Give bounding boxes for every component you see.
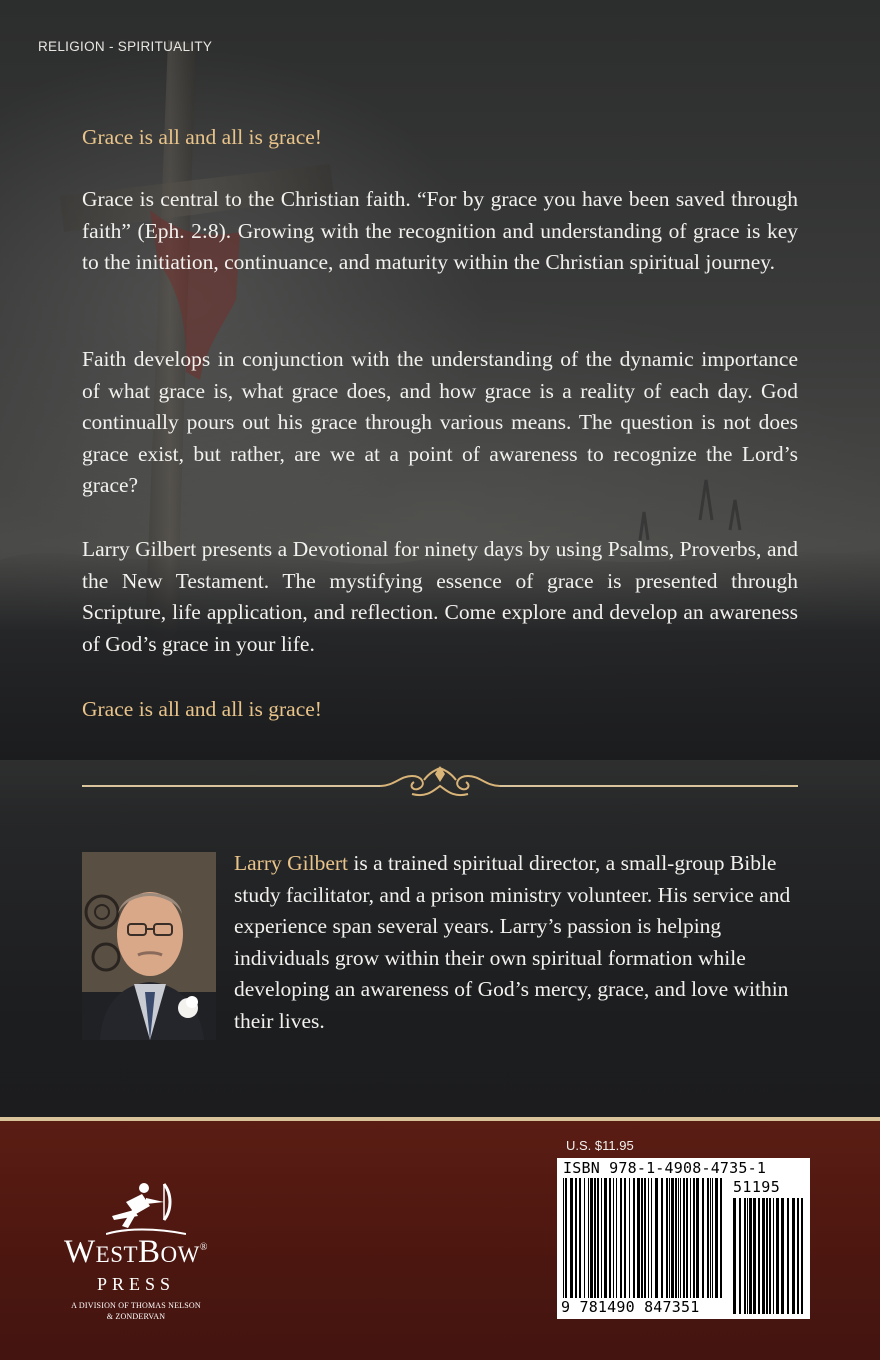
author-name: Larry Gilbert [234, 851, 349, 875]
barcode-bar [637, 1178, 640, 1298]
barcode-bar [690, 1178, 691, 1298]
publisher-sub: PRESS [96, 1274, 176, 1294]
barcode-bar [648, 1178, 649, 1298]
isbn-barcode [557, 1158, 810, 1319]
barcode-bar [651, 1178, 652, 1298]
author-bio [234, 848, 798, 1037]
barcode-bar [644, 1178, 646, 1298]
barcode-bar [597, 1178, 599, 1298]
paragraph-1: Grace is central to the Christian faith. “For by grace you have been saved through faith” (Eph. 2:8). Growing with the recognition and understanding of grace is key to the initiation, continuance, and maturity within the Christian spiritual journey. [82, 187, 798, 274]
barcode-bar [720, 1178, 722, 1298]
barcode-bar [624, 1178, 626, 1298]
brand-name: WestBow [64, 1234, 200, 1270]
publisher-division [36, 1300, 236, 1322]
supplement-bar [769, 1198, 771, 1314]
supplement-bar [758, 1198, 760, 1314]
barcode-bar [575, 1178, 577, 1298]
paragraph-3: Larry Gilbert presents a Devotional for ninety days by using Psalms, Proverbs, and the New Testament. The mystifying essence of grace is presented through Scripture, life application, and reflection. Come explore and develop an awareness of God’s grace in your life. [82, 537, 798, 656]
barcode-bar [693, 1178, 695, 1298]
barcode-bar [666, 1178, 668, 1298]
barcode-bar [707, 1178, 709, 1298]
barcode-bar [715, 1178, 718, 1298]
barcode-bar [579, 1178, 581, 1298]
barcode-bar [655, 1178, 658, 1298]
division-line-2: & ZONDERVAN [106, 1312, 166, 1321]
barcode-bar [686, 1178, 688, 1298]
barcode-bar [565, 1178, 567, 1298]
barcode-bar [671, 1178, 674, 1298]
barcode-bar [620, 1178, 622, 1298]
supplement-bar [753, 1198, 756, 1314]
supplement-bar [766, 1198, 768, 1314]
supplement-bar [744, 1198, 746, 1314]
barcode-bar [712, 1178, 713, 1298]
barcode-bar [702, 1178, 704, 1298]
barcode-bar [669, 1178, 670, 1298]
price-label: U.S. $11.95 [566, 1138, 634, 1153]
barcode-bar [680, 1178, 681, 1298]
barcode-bar [710, 1178, 711, 1298]
supplement-bar [733, 1198, 736, 1314]
supplement-bar [792, 1198, 795, 1314]
supplement-bar [781, 1198, 784, 1314]
barcode-bar [678, 1178, 679, 1298]
publisher-brand [36, 1234, 236, 1271]
barcode-bar [683, 1178, 685, 1298]
supplement-bar [747, 1198, 748, 1314]
supplement-bar [797, 1198, 799, 1314]
reg-mark: ® [199, 1242, 208, 1253]
supplement-digits: 51195 [733, 1178, 781, 1196]
supplement-bar [773, 1198, 774, 1314]
barcode-bar [696, 1178, 699, 1298]
barcode-bar [616, 1178, 617, 1298]
paragraph-2: Faith develops in conjunction with the understanding of the dynamic importance of what grace is, what grace does, and how grace is a reality of each day. God continually pours out his grace through various means. The question is not does grace exist, but rather, are we at a point of awareness to recognize the Lord’s grace? [82, 347, 798, 497]
barcode-bar [590, 1178, 593, 1298]
supplement-bar [762, 1198, 765, 1314]
ean-digits: 9 781490 847351 [561, 1298, 700, 1316]
barcode-bar [594, 1178, 596, 1298]
barcode-bars [557, 1158, 810, 1319]
division-line-1: A DIVISION OF THOMAS NELSON [71, 1301, 201, 1310]
barcode-bar [633, 1178, 635, 1298]
archer-icon [106, 1180, 186, 1236]
publisher-logo [36, 1180, 246, 1330]
tagline-bottom: Grace is all and all is grace! [82, 697, 322, 721]
author-bio-text: is a trained spiritual director, a small-group Bible study facilitator, and a prison ministry volunteer. His service and experience span several years. Larry’s passion is helping individuals grow within their own spiritual formation while developing an awareness of God’s mercy, grace, and love within their lives. [234, 851, 791, 1033]
barcode-bar [604, 1178, 607, 1298]
barcode-bar [563, 1178, 564, 1298]
supplement-bar [776, 1198, 779, 1314]
barcode-bar [601, 1178, 602, 1298]
barcode-bar [629, 1178, 630, 1298]
supplement-bar [749, 1198, 752, 1314]
barcode-bar [609, 1178, 611, 1298]
barcode-bar [588, 1178, 589, 1298]
supplement-bar [801, 1198, 803, 1314]
supplement-bar [739, 1198, 741, 1314]
author-photo [82, 852, 216, 1040]
supplement-bar [787, 1198, 789, 1314]
barcode-bar [570, 1178, 573, 1298]
barcode-bar [661, 1178, 663, 1298]
barcode-bar [613, 1178, 614, 1298]
category-label: RELIGION - SPIRITUALITY [38, 39, 213, 54]
barcode-bar [584, 1178, 585, 1298]
barcode-bar [641, 1178, 643, 1298]
ornamental-divider [82, 764, 798, 804]
barcode-bar [675, 1178, 677, 1298]
isbn-label: ISBN 978-1-4908-4735-1 [563, 1159, 767, 1177]
tagline-top: Grace is all and all is grace! [82, 125, 322, 149]
